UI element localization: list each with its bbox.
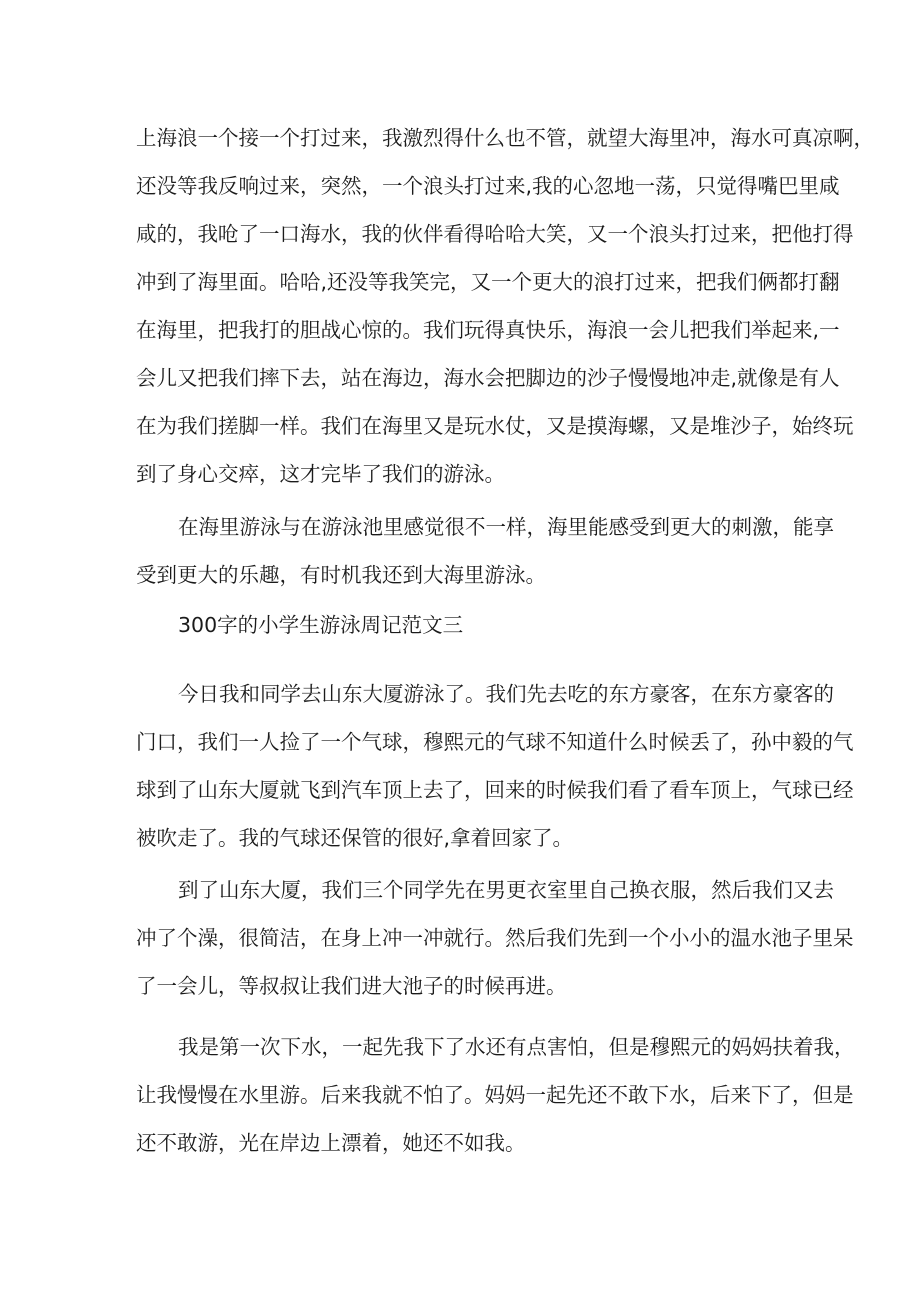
paragraph-1-line-3: 咸的，我呛了一口海水，我的伙伴看得哈哈大笑，又一个浪头打过来，把他打得 [136, 222, 854, 246]
paragraph-3-line-2: 门口，我们一人捡了一个气球，穆熙元的气球不知道什么时候丢了，孙中毅的气 [136, 730, 854, 754]
paragraph-1-line-6: 会儿又把我们摔下去，站在海边，海水会把脚边的沙子慢慢地冲走,就像是有人 [136, 366, 840, 390]
paragraph-5-line-2: 让我慢慢在水里游。后来我就不怕了。妈妈一起先还不敢下水，后来下了，但是 [136, 1083, 854, 1107]
paragraph-1-line-5: 在海里，把我打的胆战心惊的。我们玩得真快乐，海浪一会儿把我们举起来,一 [136, 318, 840, 342]
paragraph-1-line-1: 上海浪一个接一个打过来，我激烈得什么也不管，就望大海里冲，海水可真凉啊， [136, 126, 874, 150]
paragraph-4-line-2: 冲了个澡，很简洁，在身上冲一冲就行。然后我们先到一个小小的温水池子里呆 [136, 926, 854, 950]
paragraph-3-line-1: 今日我和同学去山东大厦游泳了。我们先去吃的东方豪客，在东方豪客的 [178, 682, 834, 706]
paragraph-5-line-3: 还不敢游，光在岸边上漂着，她还不如我。 [136, 1131, 526, 1155]
paragraph-4-line-1: 到了山东大厦，我们三个同学先在男更衣室里自己换衣服，然后我们又去 [178, 878, 834, 902]
paragraph-1-line-7: 在为我们搓脚一样。我们在海里又是玩水仗，又是摸海螺，又是堆沙子，始终玩 [136, 414, 854, 438]
paragraph-2-line-1: 在海里游泳与在游泳池里感觉很不一样，海里能感受到更大的刺激，能享 [178, 515, 834, 539]
paragraph-1-line-2: 还没等我反响过来，突然，一个浪头打过来,我的心忽地一荡，只觉得嘴巴里咸 [136, 174, 840, 198]
paragraph-2-line-2: 受到更大的乐趣，有时机我还到大海里游泳。 [136, 563, 546, 587]
paragraph-1-line-8: 到了身心交瘁，这才完毕了我们的游泳。 [136, 462, 505, 486]
paragraph-3-line-3: 球到了山东大厦就飞到汽车顶上去了，回来的时候我们看了看车顶上，气球已经 [136, 778, 854, 802]
section-heading: 300字的小学生游泳周记范文三 [178, 613, 464, 637]
paragraph-5-line-1: 我是第一次下水，一起先我下了水还有点害怕，但是穆熙元的妈妈扶着我， [178, 1035, 855, 1059]
paragraph-3-line-4: 被吹走了。我的气球还保管的很好,拿着回家了。 [136, 826, 574, 850]
paragraph-4-line-3: 了一会儿，等叔叔让我们进大池子的时候再进。 [136, 974, 567, 998]
paragraph-1-line-4: 冲到了海里面。哈哈,还没等我笑完，又一个更大的浪打过来，把我们俩都打翻 [136, 270, 840, 294]
